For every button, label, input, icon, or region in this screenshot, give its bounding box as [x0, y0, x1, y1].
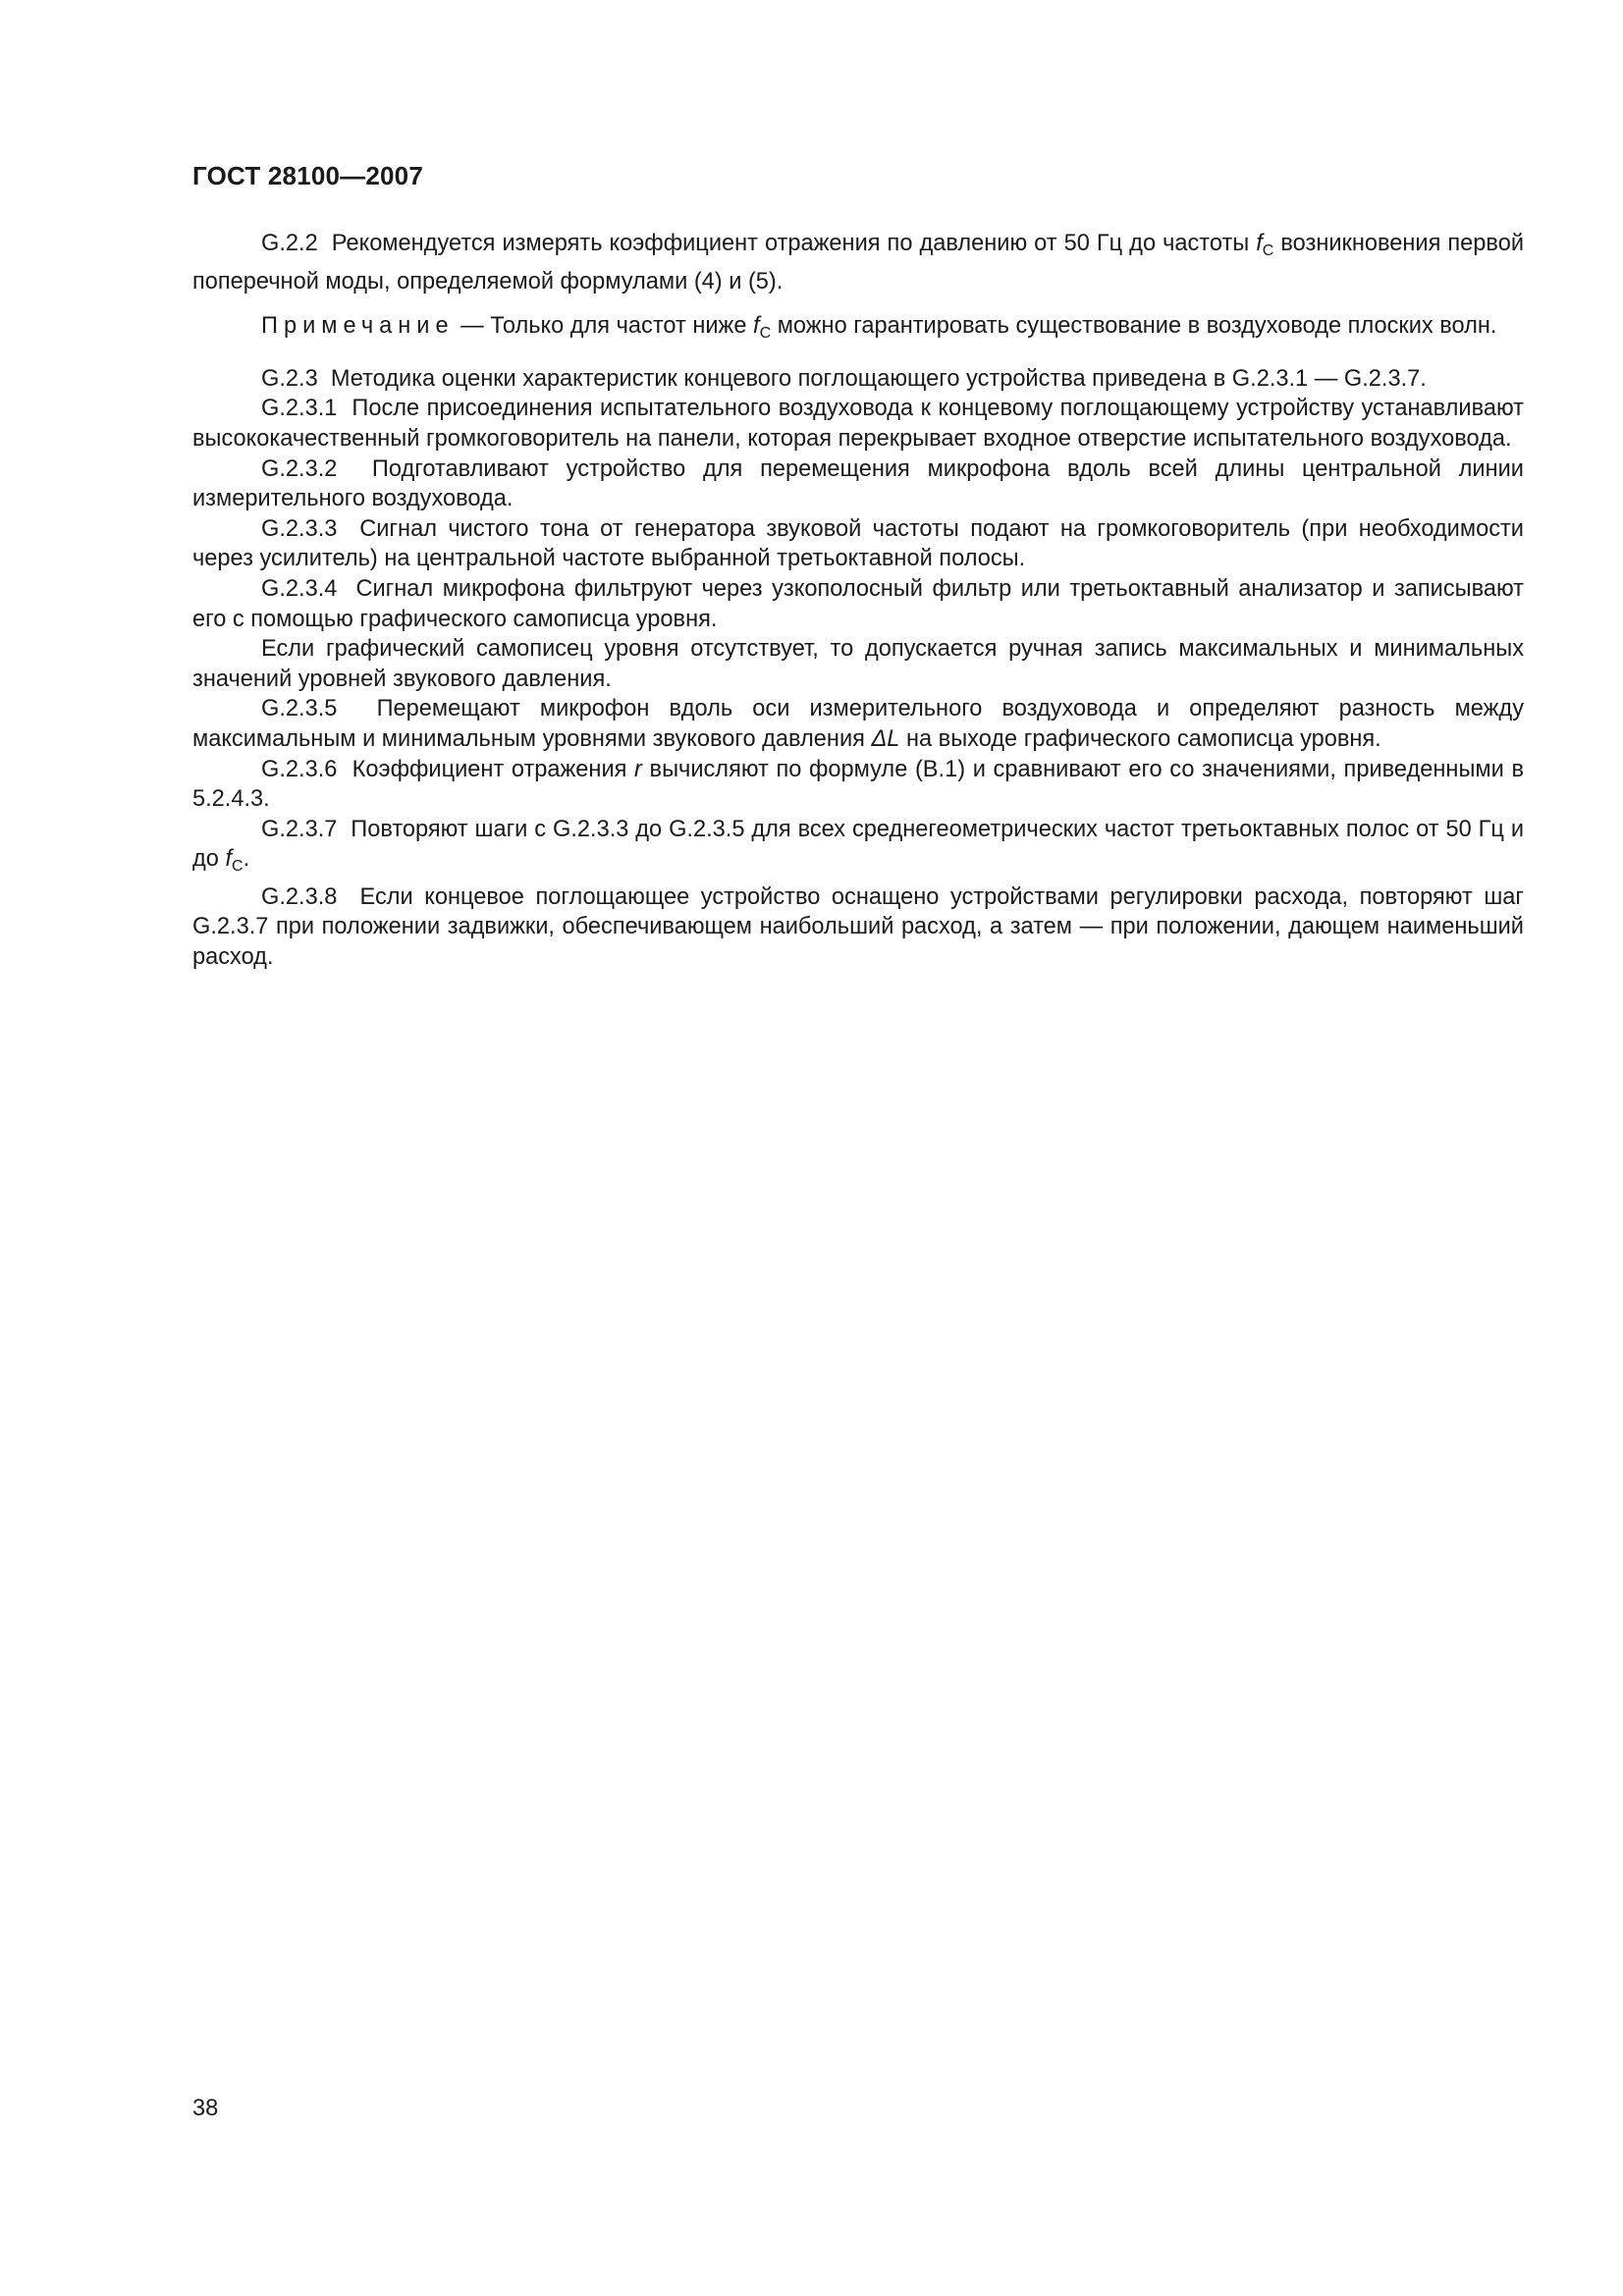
paragraph-text: вычисляют по формуле (B.1) и сравнивают его со значениями, приведенными в 5.2.4.3.: [192, 756, 1524, 813]
paragraph-g236: [192, 755, 1524, 815]
paragraph-text: После присоединения испытательного воздуховода к концевому поглощающему устройству устанавливают высококачественный громкоговоритель на панели, которая перекрывает входное отверстие испытательного воздуховода.: [192, 396, 1524, 452]
formula-subscript: C: [1262, 242, 1274, 259]
paragraph-text: Подготавливают устройство для перемещения микрофона вдоль всей длины центральной линии измерительного воздуховода.: [192, 455, 1524, 512]
formula-variable: f: [753, 313, 760, 340]
formula-variable: ΔL: [871, 725, 900, 752]
clause-number: G.2.3.1: [261, 396, 338, 422]
paragraph-g233: [192, 514, 1524, 574]
paragraph-g23: [192, 364, 1524, 395]
paragraph-text: Если концевое поглощающее устройство оснащено устройствами регулировки расхода, повторяют шаг G.2.3.7 при положении задвижки, обеспечивающем наибольший расход, а затем — при положении, дающем наименьший расход.: [192, 883, 1524, 971]
formula-subscript: C: [759, 325, 772, 343]
paragraph-text: на выходе графического самописца уровня.: [899, 725, 1381, 752]
paragraph-text: — Только для частот ниже: [454, 313, 754, 340]
clause-number: G.2.3.6: [261, 756, 338, 782]
clause-number: G.2.3.8: [261, 883, 338, 910]
paragraph-text: Если графический самописец уровня отсутствует, то допускается ручная запись максимальных и минимальных значений уровней звукового давления.: [192, 636, 1524, 692]
paragraph-g238: [192, 882, 1524, 973]
clause-number: G.2.3: [261, 365, 318, 392]
paragraph-text: Сигнал микрофона фильтруют через узкополосный фильтр или третьоктавный анализатор и записывают его с помощью графического самописца уровня.: [192, 575, 1524, 632]
paragraph-g234: [192, 574, 1524, 634]
clause-number: G.2.3.7: [261, 816, 338, 842]
paragraph-g232: [192, 454, 1524, 514]
paragraph-text: Коэффициент отражения: [352, 756, 635, 782]
document-header: ГОСТ 28100—2007: [192, 161, 423, 190]
clause-number: G.2.3.3: [261, 515, 338, 542]
paragraph-g235: [192, 694, 1524, 754]
paragraph-g237: [192, 815, 1524, 882]
formula-subscript: C: [232, 858, 243, 876]
paragraph-text: возникновения первой поперечной моды, определяемой формулами (4) и (5).: [192, 231, 1524, 294]
paragraph-text: Повторяют шаги с G.2.3.3 до G.2.3.5 для всех среднегеометрических частот третьоктавных полос от 50 Гц и до: [192, 816, 1524, 873]
formula-variable: r: [634, 756, 642, 782]
paragraph-text: Перемещают микрофон вдоль оси измерительного воздуховода и определяют разность между максимальным и минимальным уровнями звукового давления: [192, 696, 1524, 752]
note-paragraph: [192, 311, 1524, 349]
clause-number: G.2.3.2: [261, 455, 338, 482]
formula-variable: f: [225, 846, 233, 873]
paragraph-g234-continued: [192, 634, 1524, 694]
clause-number: G.2.2: [261, 231, 318, 256]
paragraph-text: можно гарантировать существование в воздуховоде плоских волн.: [771, 313, 1497, 340]
paragraph-text: Рекомендуется измерять коэффициент отражения по давлению от 50 Гц до частоты: [331, 231, 1257, 256]
page-number: 38: [192, 2096, 219, 2121]
paragraph-g22: [192, 229, 1524, 296]
paragraph-text: .: [243, 846, 250, 873]
paragraph-text: Методика оценки характеристик концевого поглощающего устройства приведена в G.2.3.1 — G.2.3.7.: [330, 365, 1427, 392]
clause-number: G.2.3.4: [261, 575, 338, 602]
note-label: Примечание: [261, 313, 455, 340]
formula-variable: f: [1256, 231, 1263, 256]
document-body: [192, 229, 1524, 973]
paragraph-g231: [192, 394, 1524, 454]
clause-number: G.2.3.5: [261, 696, 338, 722]
paragraph-text: Сигнал чистого тона от генератора звуковой частоты подают на громкоговоритель (при необходимости через усилитель) на центральной частоте выбранной третьоктавной полосы.: [192, 515, 1524, 572]
